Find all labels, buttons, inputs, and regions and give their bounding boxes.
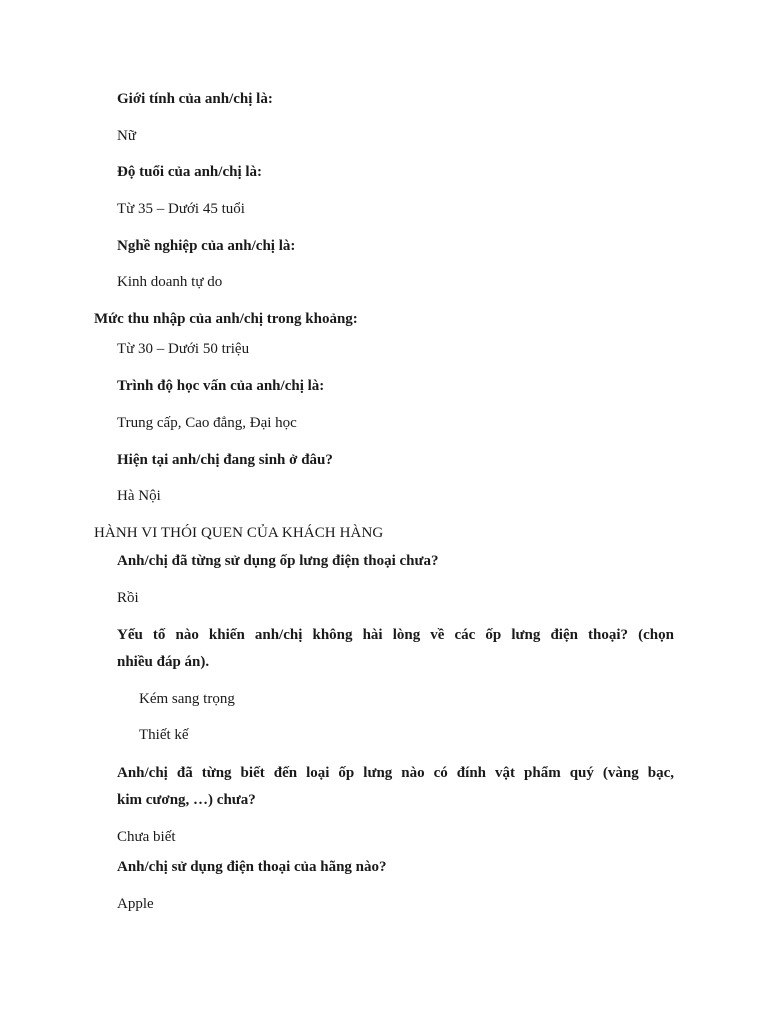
precious-case-answer: Chưa biết bbox=[117, 829, 176, 845]
phone-brand-question: Anh/chị sử dụng điện thoại của hãng nào? bbox=[117, 859, 387, 875]
age-answer: Từ 35 – Dưới 45 tuổi bbox=[117, 201, 245, 217]
income-answer: Từ 30 – Dưới 50 triệu bbox=[117, 341, 250, 357]
residence-answer: Hà Nội bbox=[117, 488, 161, 504]
dissatisfaction-question-line2: nhiều đáp án). bbox=[117, 654, 210, 670]
used-case-question: Anh/chị đã từng sử dụng ốp lưng điện thoại chưa? bbox=[117, 553, 439, 569]
dissatisfaction-question-line1: Yếu tố nào khiến anh/chị không hài lòng về các ốp lưng điện thoại? (chọn bbox=[117, 627, 674, 643]
occupation-answer: Kinh doanh tự do bbox=[117, 274, 223, 290]
gender-question: Giới tính của anh/chị là: bbox=[117, 91, 273, 107]
used-case-answer: Rồi bbox=[117, 590, 139, 606]
education-answer: Trung cấp, Cao đẳng, Đại học bbox=[117, 415, 297, 431]
section-heading: HÀNH VI THÓI QUEN CỦA KHÁCH HÀNG bbox=[94, 525, 384, 541]
precious-case-question-line2: kim cương, …) chưa? bbox=[117, 792, 256, 808]
precious-case-question-line1: Anh/chị đã từng biết đến loại ốp lưng nào có đính vật phẩm quý (vàng bạc, bbox=[117, 765, 674, 781]
occupation-question: Nghề nghiệp của anh/chị là: bbox=[117, 238, 296, 254]
dissatisfaction-answer-2: Thiết kế bbox=[139, 727, 189, 743]
phone-brand-answer: Apple bbox=[117, 896, 154, 912]
age-question: Độ tuổi của anh/chị là: bbox=[117, 164, 263, 180]
income-question: Mức thu nhập của anh/chị trong khoảng: bbox=[94, 311, 358, 327]
gender-answer: Nữ bbox=[117, 128, 136, 144]
education-question: Trình độ học vấn của anh/chị là: bbox=[117, 378, 325, 394]
residence-question: Hiện tại anh/chị đang sinh ở đâu? bbox=[117, 452, 333, 468]
dissatisfaction-answer-1: Kém sang trọng bbox=[139, 691, 235, 707]
